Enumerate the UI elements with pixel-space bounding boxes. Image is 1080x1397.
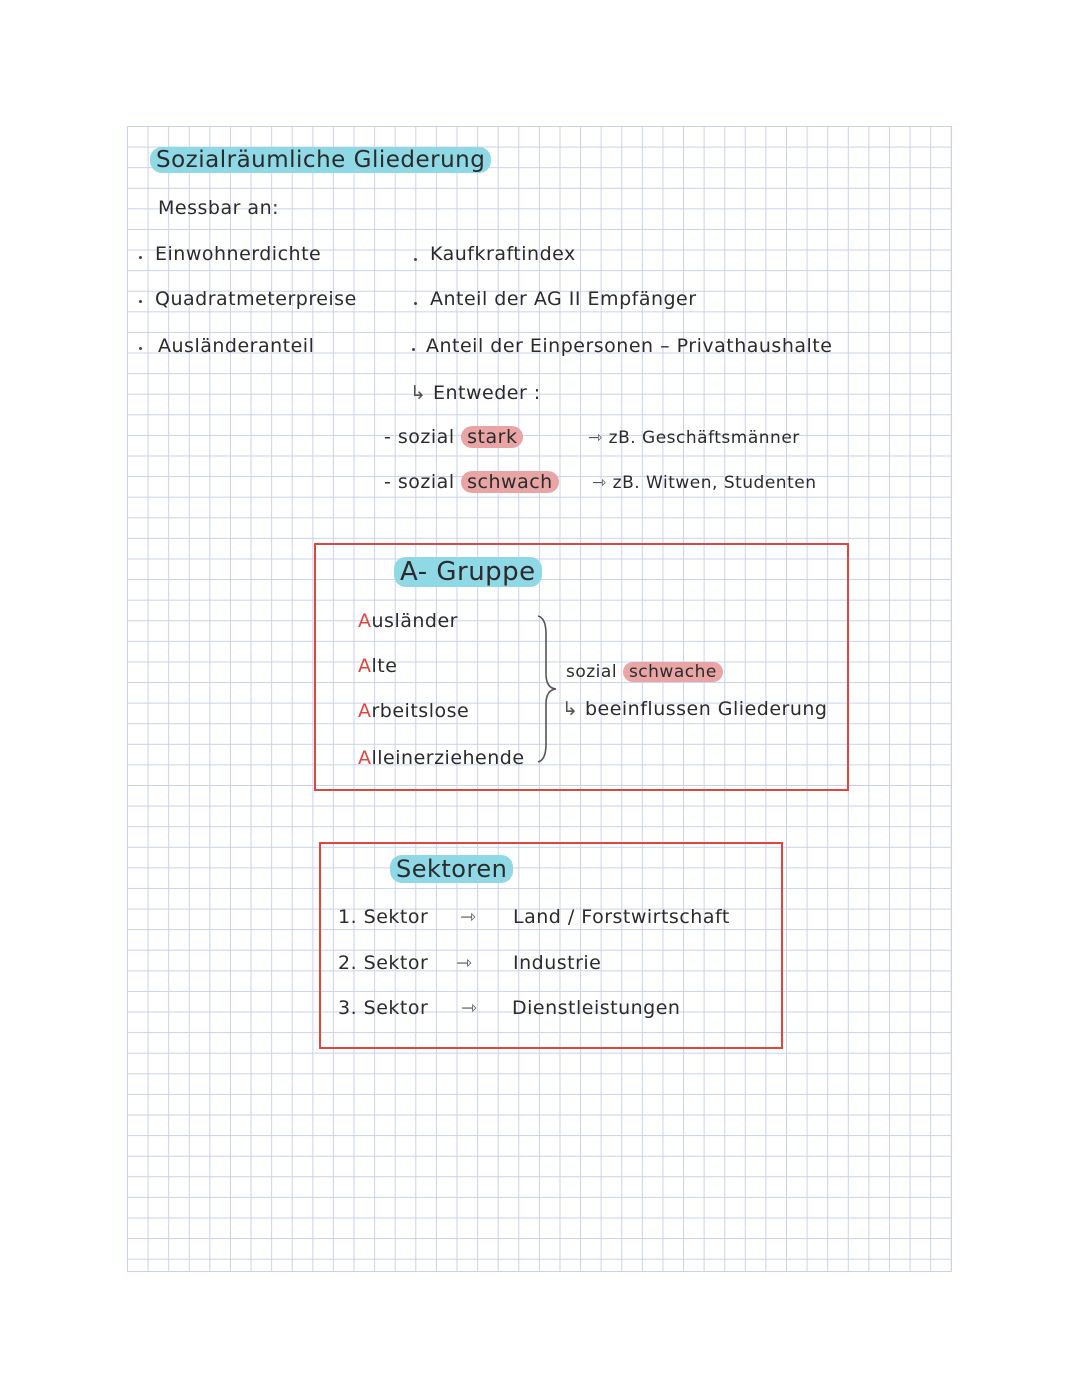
bullet-dot	[139, 347, 142, 350]
list-item: Ausländeranteil	[158, 335, 315, 357]
a-group-summary: sozial schwache	[566, 662, 723, 682]
option-strong: - sozial stark	[384, 426, 523, 448]
bullet-dot	[414, 258, 417, 261]
arrow-icon: ↳	[410, 382, 427, 404]
sector-value: Dienstleistungen	[512, 997, 681, 1019]
arrow-icon: ⇾	[456, 952, 473, 974]
bullet-dot	[412, 348, 415, 351]
a-group-consequence: ↳ beeinflussen Gliederung	[562, 698, 828, 720]
a-group-item: Alte	[358, 655, 398, 677]
bullet-dot	[139, 300, 142, 303]
list-item: Quadratmeterpreise	[155, 288, 357, 310]
option-weak: - sozial schwach	[384, 471, 559, 493]
curly-brace	[530, 614, 560, 764]
arrow-icon: ⇾	[460, 906, 477, 928]
sectors-title: Sektoren	[390, 855, 513, 883]
option-weak-example: ⇾ zB. Witwen, Studenten	[592, 473, 817, 493]
list-item: Einwohnerdichte	[155, 243, 322, 265]
a-group-item: Ausländer	[358, 610, 458, 632]
a-group-title: A- Gruppe	[394, 557, 542, 587]
list-item: Anteil der AG II Empfänger	[430, 288, 697, 310]
measurable-label: Messbar an:	[158, 197, 280, 219]
a-group-item: Arbeitslose	[358, 700, 470, 722]
page-title: Sozialräumliche Gliederung	[150, 147, 491, 173]
bullet-dot	[139, 256, 142, 259]
list-item: Kaufkraftindex	[430, 243, 576, 265]
arrow-icon: ⇾	[588, 428, 603, 448]
bullet-dot	[414, 302, 417, 305]
sector-value: Industrie	[513, 952, 602, 974]
option-strong-example: ⇾ zB. Geschäftsmänner	[588, 428, 800, 448]
list-item: Anteil der Einpersonen – Privathaushalte	[426, 335, 833, 357]
either-label: ↳ Entweder :	[410, 382, 541, 404]
sector-label: 2. Sektor	[338, 952, 429, 974]
sector-label: 1. Sektor	[338, 906, 429, 928]
sector-value: Land / Forstwirtschaft	[513, 906, 730, 928]
arrow-icon: ⇾	[461, 997, 478, 1019]
a-group-item: Alleinerziehende	[358, 747, 525, 769]
arrow-icon: ↳	[562, 698, 579, 720]
arrow-icon: ⇾	[592, 473, 607, 493]
sector-label: 3. Sektor	[338, 997, 429, 1019]
